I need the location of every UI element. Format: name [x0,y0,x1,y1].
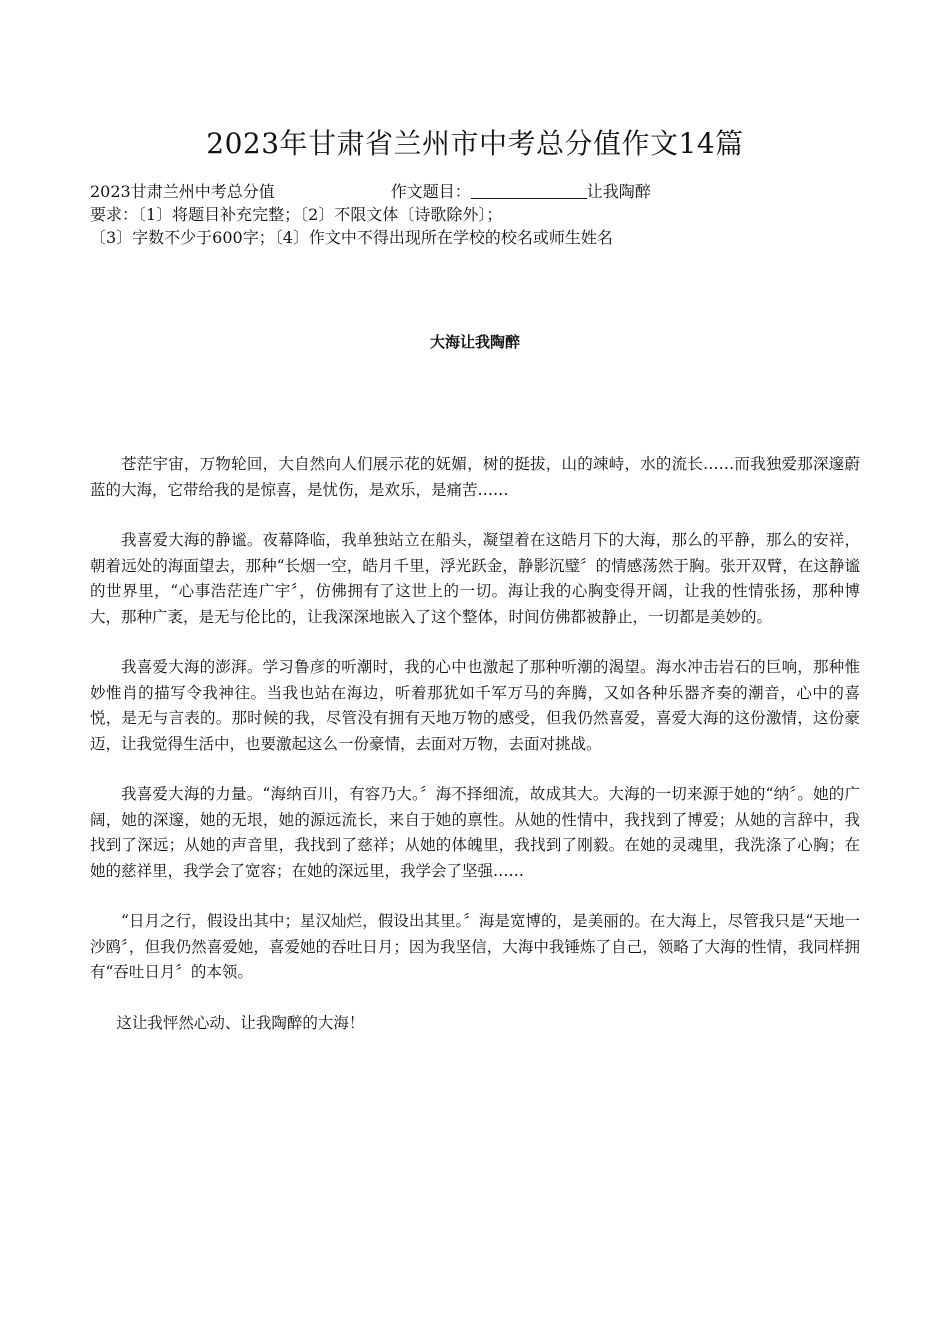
requirements-line-2: 〔3〕字数不少于600字；〔4〕作文中不得出现所在学校的校名或师生姓名 [90,228,613,247]
requirements-line-1: 要求：〔1〕将题目补充完整；〔2〕不限文体〔诗歌除外〕； [90,205,503,224]
essay-paragraph: 我喜爱大海的力量。“海纳百川，有容乃大。〞海不择细流，故成其大。大海的一切来源于她的“纳〞。她的广阔，她的深邃，她的无垠，她的源远流长，来自于她的禀性。从她的性情中，我找到了博爱；从她的言辞中，我找到了深远；从她的声音里，我找到了慈祥；从她的体魄里，我找到了刚毅。在她的灵魂里，我洗涤了心胸；在她的慈祥里，我学会了宽容；在她的深远里，我学会了坚强…… [90,785,860,880]
prompt-line [90,180,870,203]
prompt-suffix: 让我陶醉 [586,182,651,201]
essay-title: 大海让我陶醉 [429,333,520,351]
title-blank [471,182,587,199]
prompt-label: 作文题目： [390,182,471,201]
exam-source: 2023甘肃兰州中考总分值 [90,182,275,201]
essay-paragraph: “日月之行，假设出其中；星汉灿烂，假设出其里。〞海是宽博的，是美丽的。在大海上，尽管我只是“天地一沙鸥〞，但我仍然喜爱她，喜爱她的吞吐日月；因为我坚信，大海中我锤炼了自己，领略了大海的性情，我同样拥有“吞吐日月〞的本领。 [90,912,860,981]
essay-paragraph: 我喜爱大海的澎湃。学习鲁彦的听潮时，我的心中也激起了那种听潮的渴望。海水冲击岩石的巨响，那种惟妙惟肖的描写令我神往。当我也站在海边，听着那犹如千军万马的奔腾，又如各种乐器齐奏的潮音，心中的喜悦，是无与言表的。那时候的我，尽管没有拥有天地万物的感受，但我仍然喜爱，喜爱大海的这份激情，这份豪迈，让我觉得生活中，也要激起这么一份豪情，去面对万物，去面对挑战。 [90,658,860,753]
essay-closing: 这让我怦然心动、让我陶醉的大海！ [116,1013,365,1032]
essay-paragraph: 我喜爱大海的静谧。夜幕降临，我单独站立在船头，凝望着在这皓月下的大海，那么的平静，那么的安祥，朝着远处的海面望去，那种“长烟一空，皓月千里，浮光跃金，静影沉璧〞的情感荡然于胸。张开双臂，在这静谧的世界里，“心事浩茫连广宇〞，仿佛拥有了这世上的一切。海让我的心胸变得开阔，让我的性情张扬，那种博大，那种广袤，是无与伦比的，让我深深地嵌入了这个整体，时间仿佛都被静止，一切都是美妙的。 [90,531,860,626]
page-title: 2023年甘肃省兰州市中考总分值作文14篇 [206,127,744,160]
essay-body [90,452,860,1061]
essay-paragraph: 苍茫宇宙，万物轮回，大自然向人们展示花的妩媚，树的挺拔，山的竦峙，水的流长……而我独爱那深邃蔚蓝的大海，它带给我的是惊喜，是忧伤，是欢乐，是痛苦…… [90,455,860,499]
exam-info [90,180,870,249]
